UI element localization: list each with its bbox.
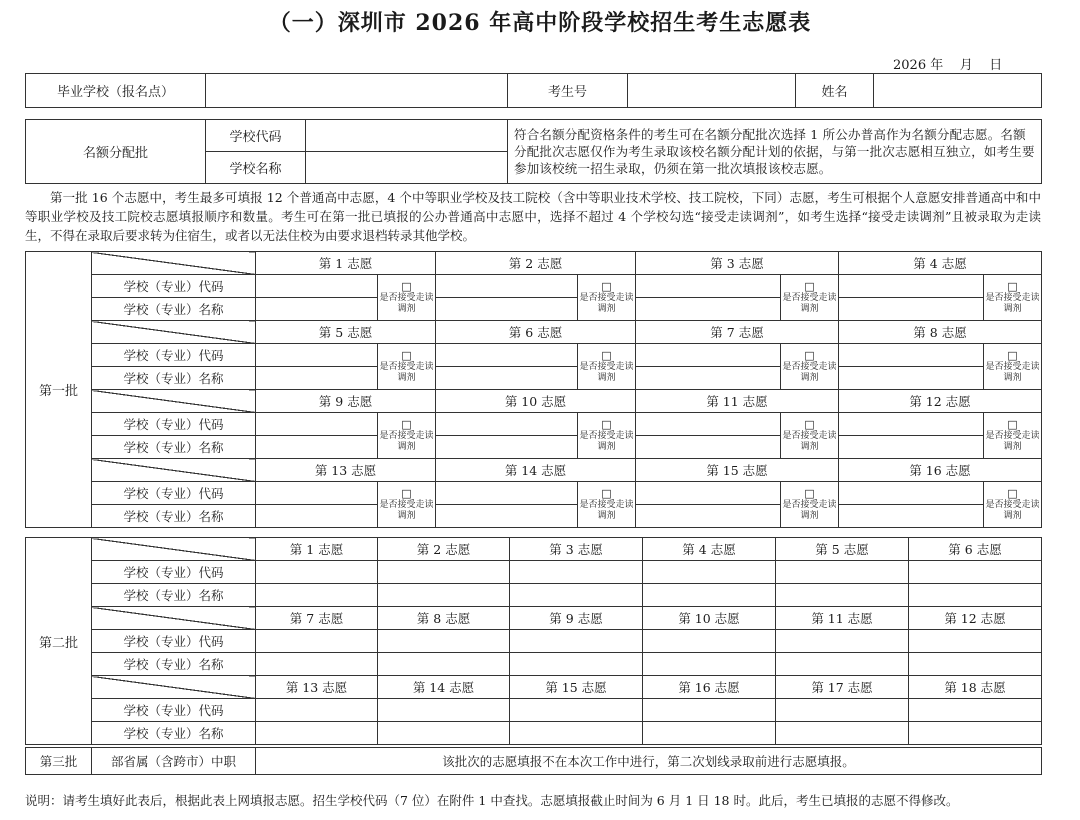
walk-in-adjustment-checkbox[interactable] — [984, 482, 1042, 528]
checkbox-icon[interactable]: □ — [1007, 349, 1018, 362]
walk-in-adjustment-checkbox[interactable] — [781, 482, 839, 528]
batch1-name-field[interactable] — [839, 505, 984, 528]
batch2-choice-header: 第 11 志愿 — [776, 607, 909, 630]
batch1-code-field[interactable] — [636, 344, 781, 367]
batch3-note: 该批次的志愿填报不在本次工作中进行，第二次划线录取前进行志愿填报。 — [256, 748, 1042, 775]
batch2-name-field[interactable] — [510, 653, 643, 676]
name-row-label: 学校（专业）名称 — [92, 298, 256, 321]
walk-in-adjustment-checkbox[interactable] — [578, 344, 636, 390]
batch1-code-field[interactable] — [436, 482, 578, 505]
student-name-field[interactable] — [874, 74, 1042, 108]
batch1-code-field[interactable] — [839, 482, 984, 505]
diagonal-header-cell — [92, 390, 256, 413]
diagonal-header-cell — [92, 538, 256, 561]
batch2-choice-header: 第 2 志愿 — [378, 538, 510, 561]
walk-in-adjustment-checkbox[interactable] — [578, 482, 636, 528]
batch2-label: 第二批 — [26, 538, 92, 745]
batch2-choice-header: 第 3 志愿 — [510, 538, 643, 561]
batch2-name-field[interactable] — [378, 584, 510, 607]
checkbox-icon[interactable]: □ — [1007, 487, 1018, 500]
allocation-batch-table — [25, 119, 1042, 184]
batch2-choice-header: 第 7 志愿 — [256, 607, 378, 630]
batch1-name-field[interactable] — [256, 436, 378, 459]
diagonal-header-cell — [92, 676, 256, 699]
batch2-code-field[interactable] — [643, 561, 776, 584]
code-row-label: 学校（专业）代码 — [92, 275, 256, 298]
name-row-label: 学校（专业）名称 — [92, 505, 256, 528]
batch2-code-field[interactable] — [510, 630, 643, 653]
diagonal-header-cell — [92, 607, 256, 630]
student-info-table — [25, 73, 1042, 108]
batch1-code-field[interactable] — [636, 275, 781, 298]
batch2-choice-header: 第 10 志愿 — [643, 607, 776, 630]
batch2-name-field[interactable] — [776, 584, 909, 607]
checkbox-caption: 是否接受走读调剂 — [782, 362, 837, 383]
walk-in-adjustment-checkbox[interactable] — [378, 275, 436, 321]
checkbox-icon[interactable]: □ — [804, 418, 815, 431]
batch1-choice-header: 第 14 志愿 — [436, 459, 636, 482]
batch1-choice-header: 第 16 志愿 — [839, 459, 1042, 482]
batch2-name-field[interactable] — [510, 722, 643, 745]
code-row-label: 学校（专业）代码 — [92, 699, 256, 722]
batch3-sub-label: 部省属（含跨市）中职 — [92, 748, 256, 775]
batch2-choice-header: 第 4 志愿 — [643, 538, 776, 561]
batch1-choice-header: 第 5 志愿 — [256, 321, 436, 344]
batch2-code-field[interactable] — [378, 699, 510, 722]
batch2-name-field[interactable] — [256, 722, 378, 745]
batch2-name-field[interactable] — [643, 653, 776, 676]
batch3-table — [25, 747, 1042, 775]
walk-in-adjustment-checkbox[interactable] — [984, 275, 1042, 321]
walk-in-adjustment-checkbox[interactable] — [984, 413, 1042, 459]
name-row-label: 学校（专业）名称 — [92, 367, 256, 390]
batch2-choice-header: 第 5 志愿 — [776, 538, 909, 561]
walk-in-adjustment-checkbox[interactable] — [984, 344, 1042, 390]
allocation-note: 符合名额分配资格条件的考生可在名额分配批次选择 1 所公办普高作为名额分配志愿。名额分配批次志愿仅作为考生录取该校名额分配计划的依据，与第一批次志愿相互独立，如考生要参加该校统一招生录取，仍须在第一批次填报该校志愿。 — [508, 120, 1042, 184]
batch1-name-field[interactable] — [839, 367, 984, 390]
batch1-code-field[interactable] — [436, 275, 578, 298]
checkbox-caption: 是否接受走读调剂 — [579, 362, 634, 383]
checkbox-caption: 是否接受走读调剂 — [985, 500, 1040, 521]
checkbox-caption: 是否接受走读调剂 — [579, 293, 634, 314]
checkbox-icon[interactable]: □ — [601, 349, 612, 362]
batch1-choice-header: 第 6 志愿 — [436, 321, 636, 344]
checkbox-caption: 是否接受走读调剂 — [782, 431, 837, 452]
batch2-code-field[interactable] — [378, 630, 510, 653]
date-line: 2026 年 月 日 — [893, 58, 1003, 73]
batch1-code-field[interactable] — [256, 482, 378, 505]
batch2-choice-header: 第 14 志愿 — [378, 676, 510, 699]
batch2-name-field[interactable] — [776, 722, 909, 745]
checkbox-caption: 是否接受走读调剂 — [782, 293, 837, 314]
diagonal-header-cell — [92, 459, 256, 482]
walk-in-adjustment-checkbox[interactable] — [781, 413, 839, 459]
code-row-label: 学校（专业）代码 — [92, 561, 256, 584]
checkbox-caption: 是否接受走读调剂 — [985, 431, 1040, 452]
batch1-name-field[interactable] — [256, 505, 378, 528]
batch2-code-field[interactable] — [643, 630, 776, 653]
form-title: （一）深圳市 2026 年高中阶段学校招生考生志愿表 — [268, 10, 812, 36]
batch1-choice-header: 第 10 志愿 — [436, 390, 636, 413]
batch2-name-field[interactable] — [643, 722, 776, 745]
checkbox-caption: 是否接受走读调剂 — [579, 500, 634, 521]
batch1-name-field[interactable] — [436, 505, 578, 528]
batch1-name-field[interactable] — [636, 436, 781, 459]
batch2-name-field[interactable] — [256, 584, 378, 607]
batch1-code-field[interactable] — [839, 275, 984, 298]
batch1-choice-header: 第 8 志愿 — [839, 321, 1042, 344]
code-row-label: 学校（专业）代码 — [92, 630, 256, 653]
walk-in-adjustment-checkbox[interactable] — [578, 275, 636, 321]
batch1-name-field[interactable] — [256, 298, 378, 321]
batch1-name-field[interactable] — [436, 367, 578, 390]
checkbox-icon[interactable]: □ — [804, 487, 815, 500]
checkbox-icon[interactable]: □ — [601, 280, 612, 293]
batch2-choice-header: 第 15 志愿 — [510, 676, 643, 699]
batch2-choice-header: 第 1 志愿 — [256, 538, 378, 561]
batch2-choice-header: 第 6 志愿 — [909, 538, 1042, 561]
batch2-choice-header: 第 12 志愿 — [909, 607, 1042, 630]
walk-in-adjustment-checkbox[interactable] — [378, 413, 436, 459]
batch2-name-field[interactable] — [643, 584, 776, 607]
code-row-label: 学校（专业）代码 — [92, 413, 256, 436]
batch2-name-field[interactable] — [510, 584, 643, 607]
allocation-name-label: 学校名称 — [206, 152, 306, 184]
batch2-code-field[interactable] — [776, 561, 909, 584]
checkbox-caption: 是否接受走读调剂 — [379, 293, 434, 314]
batch2-name-field[interactable] — [256, 653, 378, 676]
name-row-label: 学校（专业）名称 — [92, 584, 256, 607]
batch1-code-field[interactable] — [256, 344, 378, 367]
batch1-name-field[interactable] — [839, 436, 984, 459]
batch1-name-field[interactable] — [636, 505, 781, 528]
walk-in-adjustment-checkbox[interactable] — [378, 482, 436, 528]
student-name-label: 姓名 — [796, 74, 874, 108]
checkbox-icon[interactable]: □ — [401, 418, 412, 431]
allocation-code-label: 学校代码 — [206, 120, 306, 152]
checkbox-caption: 是否接受走读调剂 — [379, 500, 434, 521]
batch2-code-field[interactable] — [510, 699, 643, 722]
checkbox-caption: 是否接受走读调剂 — [379, 431, 434, 452]
batch2-name-field[interactable] — [909, 653, 1042, 676]
batch1-instructions: 第一批 16 个志愿中，考生最多可填报 12 个普通高中志愿，4 个中等职业学校及技工院校（含中等职业技术学校、技工院校，下同）志愿，考生可根据个人意愿安排普通高中和中等职业学校及技工院校志愿填报顺序和数量。考生可在第一批已填报的公办普通高中志愿中，选择不超过 4 个学校勾选“接受走读调剂”，如考生选择“接受走读调剂”且被录取为走读生，不得在录取后要求转为住宿生，或者以无法住校为由要求退档转录其他学校。 — [25, 190, 1041, 243]
checkbox-icon[interactable]: □ — [1007, 418, 1018, 431]
batch2-code-field[interactable] — [256, 630, 378, 653]
allocation-batch-label: 名额分配批 — [26, 120, 206, 184]
batch1-name-field[interactable] — [256, 367, 378, 390]
checkbox-caption: 是否接受走读调剂 — [782, 500, 837, 521]
checkbox-icon[interactable]: □ — [804, 280, 815, 293]
walk-in-adjustment-checkbox[interactable] — [781, 344, 839, 390]
batch1-label: 第一批 — [26, 252, 92, 528]
exam-number-label: 考生号 — [508, 74, 628, 108]
batch1-choice-header: 第 15 志愿 — [636, 459, 839, 482]
diagonal-header-cell — [92, 252, 256, 275]
checkbox-caption: 是否接受走读调剂 — [579, 431, 634, 452]
walk-in-adjustment-checkbox[interactable] — [578, 413, 636, 459]
code-row-label: 学校（专业）代码 — [92, 344, 256, 367]
batch1-code-field[interactable] — [436, 413, 578, 436]
batch2-name-field[interactable] — [909, 722, 1042, 745]
batch1-name-field[interactable] — [436, 436, 578, 459]
checkbox-icon[interactable]: □ — [804, 349, 815, 362]
batch1-name-field[interactable] — [636, 298, 781, 321]
batch1-choice-header: 第 4 志愿 — [839, 252, 1042, 275]
batch2-code-field[interactable] — [909, 630, 1042, 653]
name-row-label: 学校（专业）名称 — [92, 722, 256, 745]
batch2-name-field[interactable] — [378, 722, 510, 745]
checkbox-icon[interactable]: □ — [601, 487, 612, 500]
batch2-choice-header: 第 9 志愿 — [510, 607, 643, 630]
batch1-choice-header: 第 13 志愿 — [256, 459, 436, 482]
code-row-label: 学校（专业）代码 — [92, 482, 256, 505]
allocation-code-field[interactable] — [306, 120, 508, 152]
batch1-code-field[interactable] — [436, 344, 578, 367]
graduation-school-label: 毕业学校（报名点） — [26, 74, 206, 108]
batch2-code-field[interactable] — [909, 699, 1042, 722]
batch1-choice-header: 第 7 志愿 — [636, 321, 839, 344]
checkbox-icon[interactable]: □ — [601, 418, 612, 431]
batch2-code-field[interactable] — [378, 561, 510, 584]
batch2-name-field[interactable] — [776, 653, 909, 676]
batch1-choice-header: 第 1 志愿 — [256, 252, 436, 275]
batch2-code-field[interactable] — [256, 699, 378, 722]
checkbox-icon[interactable]: □ — [401, 349, 412, 362]
batch2-choice-header: 第 13 志愿 — [256, 676, 378, 699]
batch2-name-field[interactable] — [909, 584, 1042, 607]
batch1-code-field[interactable] — [256, 413, 378, 436]
graduation-school-field[interactable] — [206, 74, 508, 108]
checkbox-caption: 是否接受走读调剂 — [379, 362, 434, 383]
batch2-code-field[interactable] — [776, 699, 909, 722]
batch2-code-field[interactable] — [776, 630, 909, 653]
batch2-table — [25, 537, 1042, 745]
walk-in-adjustment-checkbox[interactable] — [378, 344, 436, 390]
checkbox-caption: 是否接受走读调剂 — [985, 362, 1040, 383]
checkbox-icon[interactable]: □ — [401, 487, 412, 500]
batch1-table — [25, 251, 1042, 528]
batch1-choice-header: 第 11 志愿 — [636, 390, 839, 413]
batch2-code-field[interactable] — [256, 561, 378, 584]
batch2-choice-header: 第 18 志愿 — [909, 676, 1042, 699]
batch1-choice-header: 第 2 志愿 — [436, 252, 636, 275]
allocation-name-field[interactable] — [306, 152, 508, 184]
checkbox-icon[interactable]: □ — [401, 280, 412, 293]
name-row-label: 学校（专业）名称 — [92, 653, 256, 676]
batch1-choice-header: 第 12 志愿 — [839, 390, 1042, 413]
batch1-code-field[interactable] — [839, 344, 984, 367]
batch1-choice-header: 第 9 志愿 — [256, 390, 436, 413]
batch1-name-field[interactable] — [839, 298, 984, 321]
batch2-choice-header: 第 17 志愿 — [776, 676, 909, 699]
batch2-code-field[interactable] — [643, 699, 776, 722]
batch1-code-field[interactable] — [256, 275, 378, 298]
checkbox-caption: 是否接受走读调剂 — [985, 293, 1040, 314]
batch2-code-field[interactable] — [909, 561, 1042, 584]
batch1-choice-header: 第 3 志愿 — [636, 252, 839, 275]
batch2-choice-header: 第 16 志愿 — [643, 676, 776, 699]
batch1-name-field[interactable] — [436, 298, 578, 321]
batch2-name-field[interactable] — [378, 653, 510, 676]
batch1-code-field[interactable] — [839, 413, 984, 436]
batch3-label: 第三批 — [26, 748, 92, 775]
batch2-choice-header: 第 8 志愿 — [378, 607, 510, 630]
checkbox-icon[interactable]: □ — [1007, 280, 1018, 293]
batch1-name-field[interactable] — [636, 367, 781, 390]
batch2-code-field[interactable] — [510, 561, 643, 584]
footer-note: 说明：请考生填好此表后，根据此表上网填报志愿。招生学校代码（7 位）在附件 1 中查找。志愿填报截止时间为 6 月 1 日 18 时。此后，考生已填报的志愿不得修改。 — [25, 793, 959, 808]
exam-number-field[interactable] — [628, 74, 796, 108]
diagonal-header-cell — [92, 321, 256, 344]
name-row-label: 学校（专业）名称 — [92, 436, 256, 459]
batch1-code-field[interactable] — [636, 482, 781, 505]
batch1-code-field[interactable] — [636, 413, 781, 436]
walk-in-adjustment-checkbox[interactable] — [781, 275, 839, 321]
